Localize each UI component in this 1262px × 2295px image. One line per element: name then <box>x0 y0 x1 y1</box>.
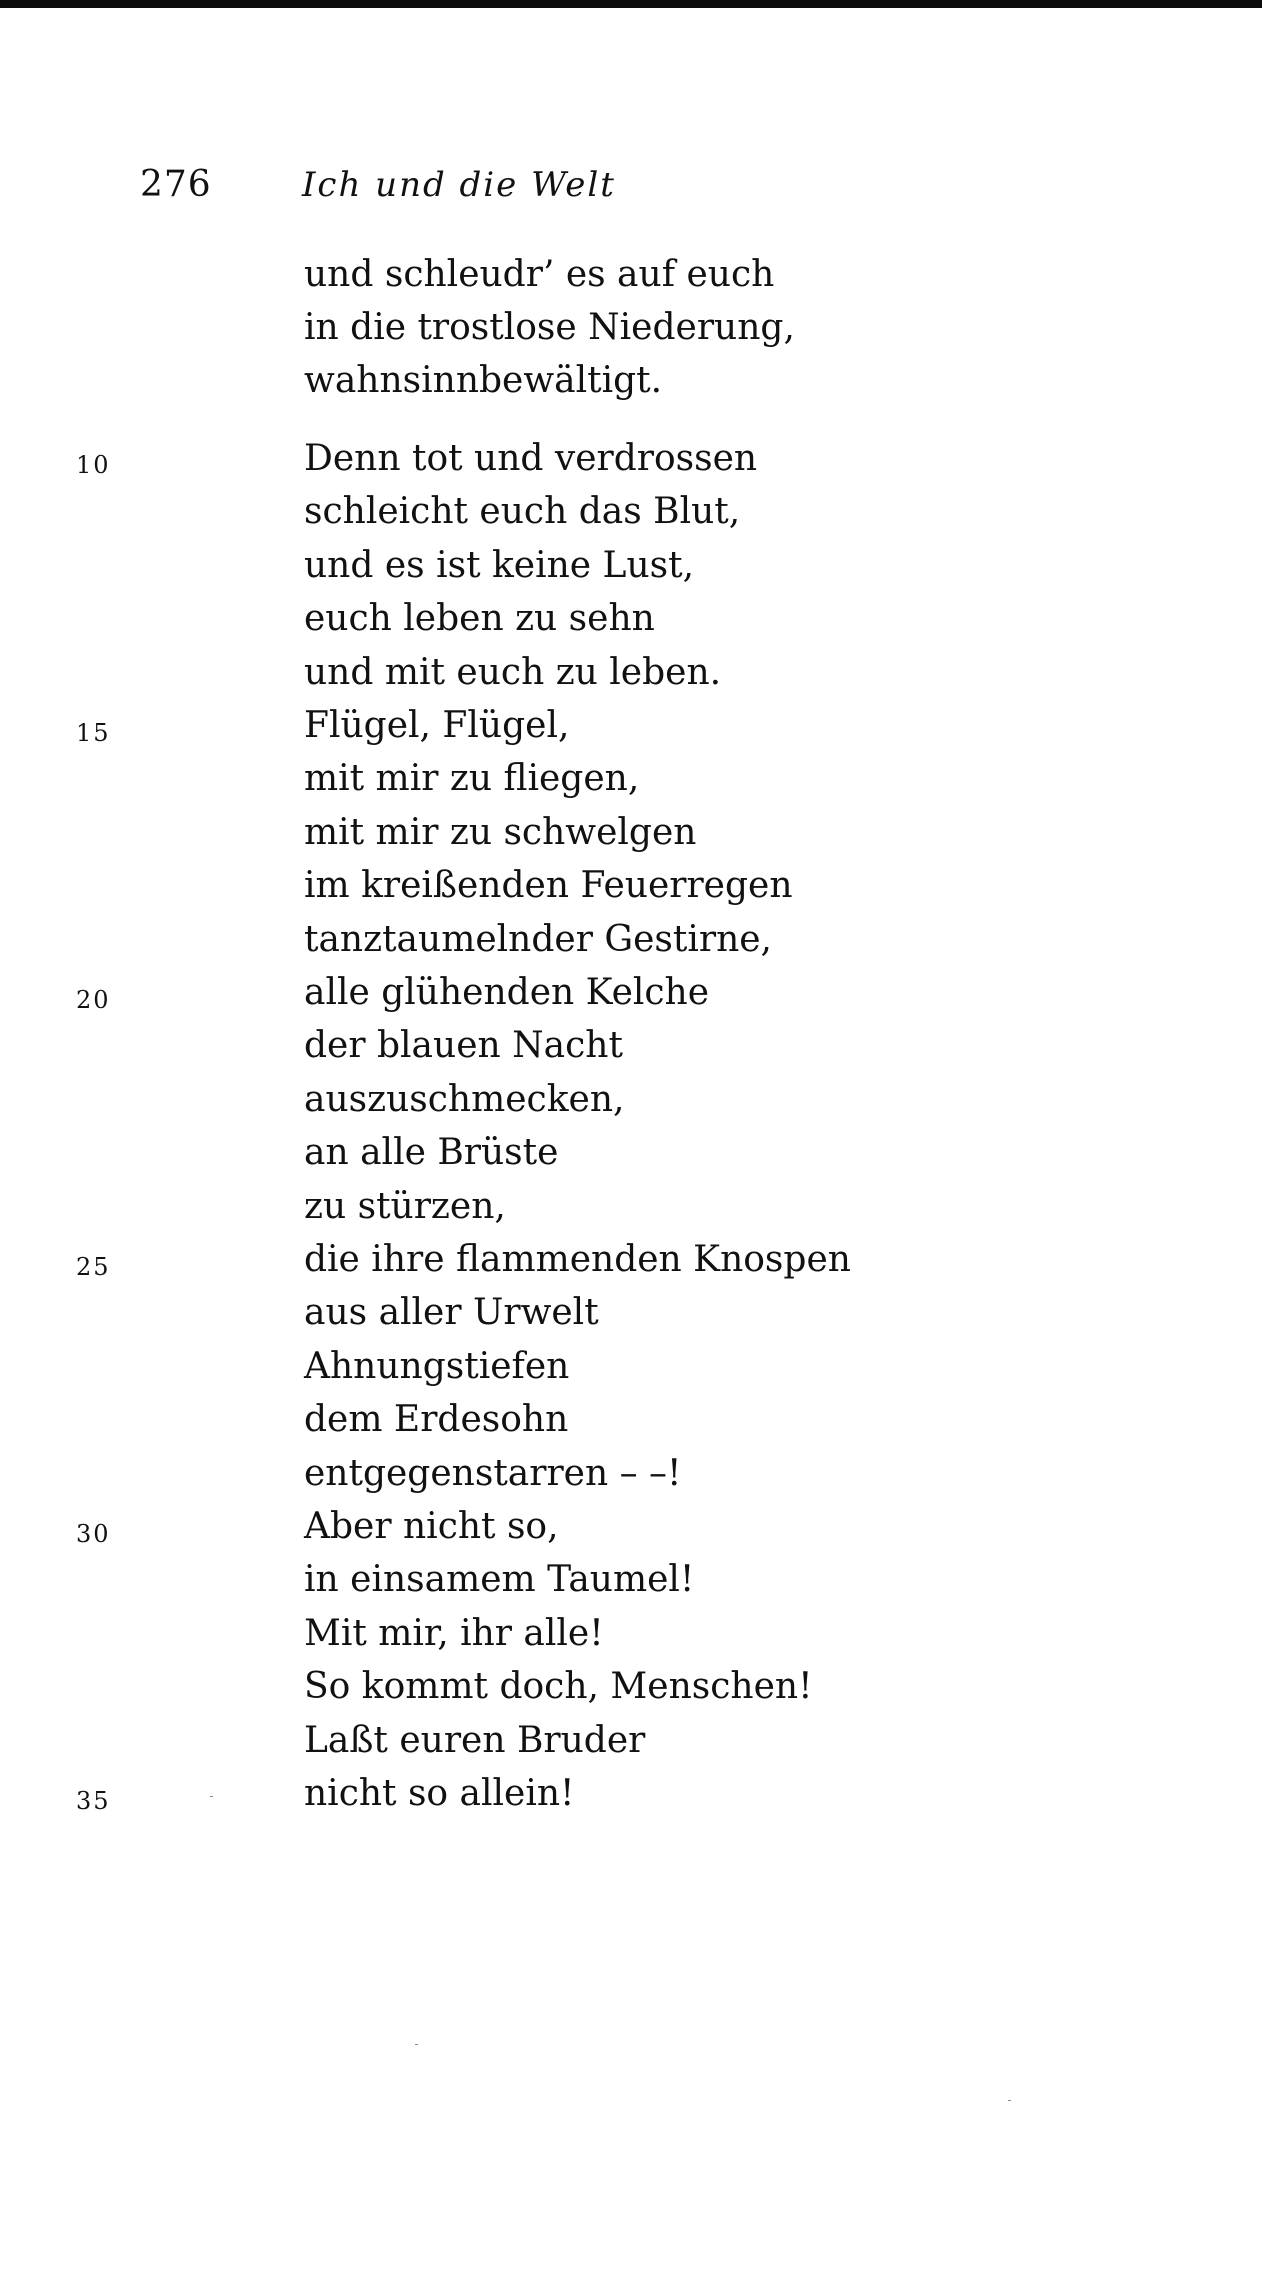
line-number: 10 <box>76 451 111 479</box>
verse-line: So kommt doch, Menschen! <box>304 1666 813 1707</box>
verse-line: Laßt euren Bruder <box>304 1720 646 1761</box>
verse-line: und es ist keine Lust, <box>304 545 695 586</box>
running-title: Ich und die Welt <box>302 165 616 205</box>
line-number: 20 <box>76 986 111 1014</box>
line-number: 25 <box>76 1253 111 1281</box>
paper-speck <box>1008 2100 1011 2101</box>
verse-line: Flügel, Flügel, <box>304 705 570 746</box>
line-number: 15 <box>76 719 111 747</box>
verse-line: und mit euch zu leben. <box>304 652 722 693</box>
verse-line: Denn tot und verdrossen <box>304 438 758 479</box>
verse-line: aus aller Urwelt <box>304 1292 599 1333</box>
verse-line: Mit mir, ihr alle! <box>304 1613 604 1654</box>
verse-line: Ahnungstiefen <box>304 1346 570 1387</box>
paper-speck <box>210 1796 213 1797</box>
verse-line: zu stürzen, <box>304 1186 506 1227</box>
verse-line: die ihre flammenden Knospen <box>304 1239 851 1280</box>
line-number: 30 <box>76 1520 111 1548</box>
verse-line: entgegenstarren – –! <box>304 1453 682 1494</box>
verse-line: in die trostlose Niederung, <box>304 307 795 348</box>
verse-line: wahnsinnbewältigt. <box>304 360 663 401</box>
verse-line: nicht so allein! <box>304 1773 575 1814</box>
verse-line: alle glühenden Kelche <box>304 972 710 1013</box>
verse-line: euch leben zu sehn <box>304 598 655 639</box>
line-number: 35 <box>76 1787 111 1815</box>
verse-line: Aber nicht so, <box>304 1506 559 1547</box>
verse-line: schleicht euch das Blut, <box>304 491 741 532</box>
verse-line: der blauen Nacht <box>304 1025 623 1066</box>
paper-speck <box>415 2044 418 2045</box>
page-top-edge <box>0 0 1262 8</box>
verse-line: an alle Brüste <box>304 1132 559 1173</box>
page-number: 276 <box>140 164 212 205</box>
verse-line: mit mir zu fliegen, <box>304 758 640 799</box>
verse-line: auszuschmecken, <box>304 1079 625 1120</box>
verse-line: in einsamem Taumel! <box>304 1559 695 1600</box>
verse-line: und schleudr’ es auf euch <box>304 254 775 295</box>
verse-line: im kreißenden Feuerregen <box>304 865 793 906</box>
verse-line: dem Erdesohn <box>304 1399 569 1440</box>
verse-line: tanztaumelnder Gestirne, <box>304 919 772 960</box>
verse-line: mit mir zu schwelgen <box>304 812 697 853</box>
